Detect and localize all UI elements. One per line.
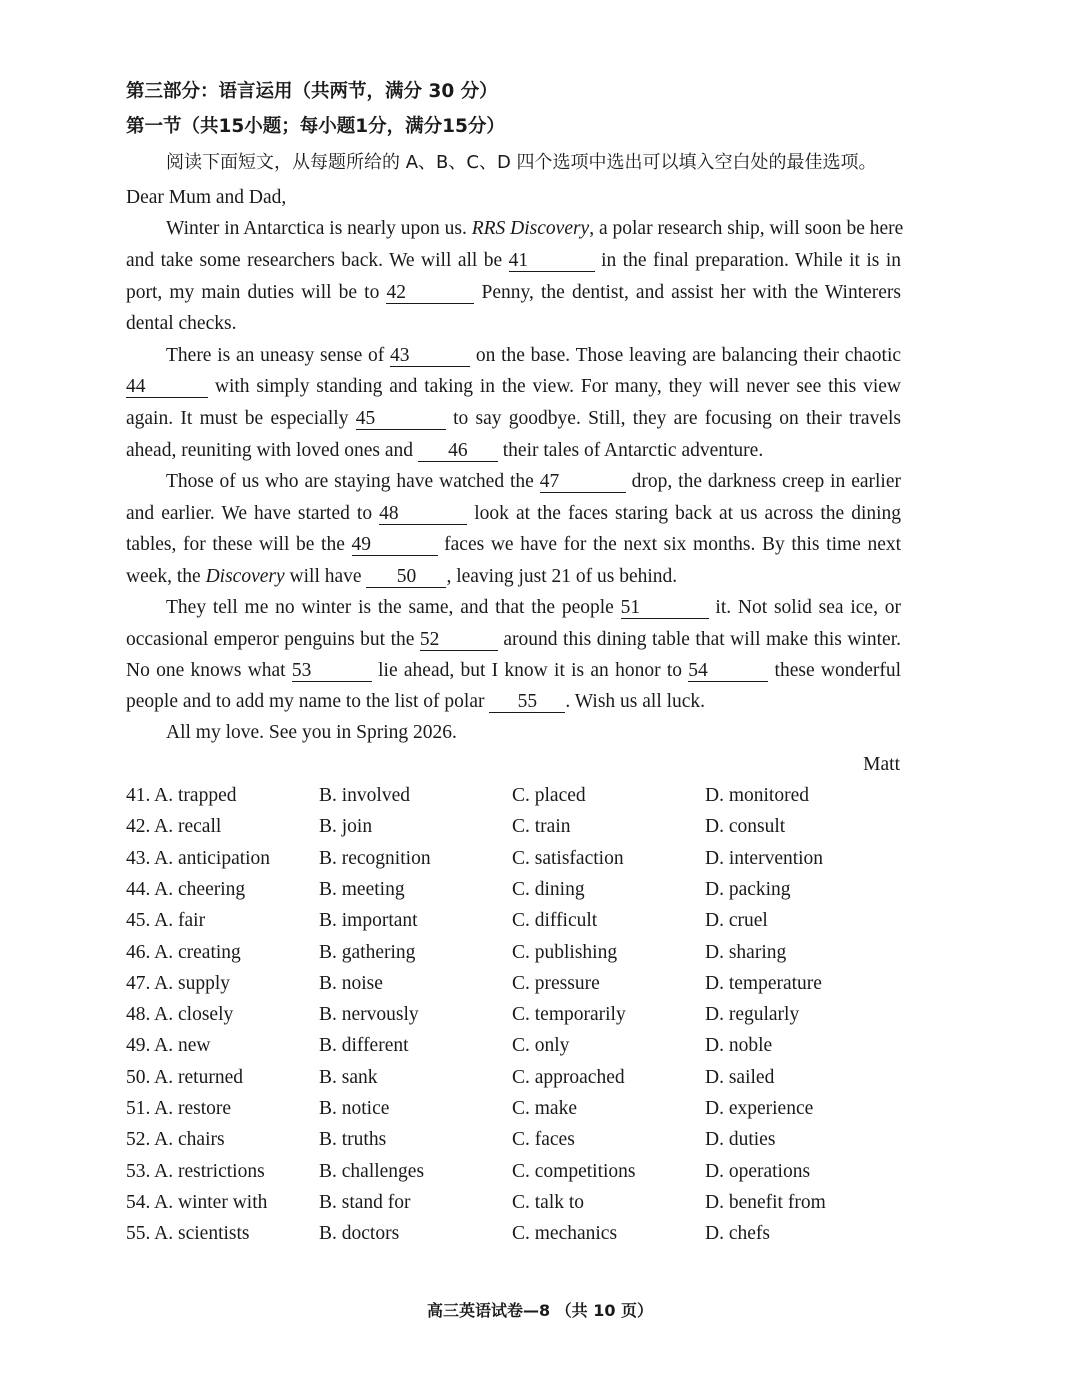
blank-47[interactable]: 47 [540, 472, 626, 493]
page-footer: 高三英语试卷—8 （共 10 页） [426, 1301, 654, 1320]
p1-line1: Winter in Antarctica is nearly upon us. RRS Discovery, a polar research ship, will soon be here [166, 218, 904, 239]
ship-name: RRS Discovery [471, 218, 590, 239]
p2-line4: ahead, reuniting with loved ones and 46 their tales of Antarctic adventure. [126, 440, 764, 461]
option-c[interactable]: C. faces [512, 1129, 575, 1151]
option-c[interactable]: C. satisfaction [512, 847, 624, 869]
option-a[interactable]: 50. A. returned [126, 1066, 243, 1088]
option-d[interactable]: D. intervention [705, 847, 824, 869]
option-b[interactable]: B. involved [319, 785, 410, 806]
question-row [126, 1034, 1026, 1058]
option-b[interactable]: B. doctors [319, 1223, 400, 1245]
question-row [126, 1003, 1026, 1027]
option-b[interactable]: B. truths [319, 1129, 387, 1151]
option-c[interactable]: C. mechanics [512, 1223, 618, 1245]
option-d[interactable]: D. experience [705, 1098, 814, 1119]
option-c[interactable]: C. only [512, 1035, 570, 1057]
p3-line3: tables, for these will be the 49 faces we have for the next six months. By this time next [126, 534, 902, 555]
question-row [126, 909, 1026, 933]
option-d[interactable]: D. sharing [705, 941, 787, 963]
option-b[interactable]: B. noise [319, 972, 383, 994]
letter-signature: Matt [863, 754, 900, 775]
blank-54[interactable]: 54 [688, 661, 768, 682]
question-row [126, 972, 1026, 996]
option-a[interactable]: 47. A. supply [126, 972, 231, 994]
option-c[interactable]: C. placed [512, 785, 586, 806]
option-a[interactable]: 44. A. cheering [126, 878, 246, 900]
option-c[interactable]: C. publishing [512, 941, 618, 963]
option-c[interactable]: C. talk to [512, 1191, 585, 1213]
blank-51[interactable]: 51 [621, 598, 709, 619]
p3-line4: week, the Discovery will have 50 , leaving just 21 of us behind. [126, 566, 678, 587]
option-d[interactable]: D. benefit from [705, 1191, 826, 1213]
option-d[interactable]: D. consult [705, 816, 786, 838]
blank-45[interactable]: 45 [356, 409, 446, 430]
option-c[interactable]: C. difficult [512, 910, 598, 932]
option-c[interactable]: C. make [512, 1098, 577, 1119]
letter-greeting: Dear Mum and Dad, [126, 187, 287, 208]
option-c[interactable]: C. dining [512, 878, 585, 900]
p4-line3: No one knows what 53 lie ahead, but I know it is an honor to 54 these wonderful [126, 660, 902, 681]
option-d[interactable]: D. sailed [705, 1066, 775, 1088]
blank-55[interactable]: 55 [489, 692, 565, 713]
option-c[interactable]: C. approached [512, 1066, 625, 1088]
blank-44[interactable]: 44 [126, 377, 208, 398]
option-c[interactable]: C. competitions [512, 1160, 636, 1182]
option-a[interactable]: 54. A. winter with [126, 1191, 268, 1213]
option-a[interactable]: 53. A. restrictions [126, 1160, 265, 1182]
option-d[interactable]: D. chefs [705, 1223, 770, 1245]
question-row [126, 1222, 1026, 1246]
p3-line1: Those of us who are staying have watched the 47 drop, the darkness creep in earlier [166, 471, 901, 492]
option-b[interactable]: B. stand for [319, 1191, 411, 1213]
question-row [126, 1160, 1026, 1184]
option-a[interactable]: 52. A. chairs [126, 1129, 225, 1151]
option-b[interactable]: B. notice [319, 1098, 390, 1119]
blank-46[interactable]: 46 [418, 441, 498, 462]
option-b[interactable]: B. challenges [319, 1160, 425, 1182]
blank-50[interactable]: 50 [366, 567, 446, 588]
question-row [126, 941, 1026, 965]
option-a[interactable]: 42. A. recall [126, 816, 222, 838]
option-d[interactable]: D. packing [705, 878, 791, 900]
option-c[interactable]: C. train [512, 816, 571, 838]
blank-48[interactable]: 48 [379, 504, 467, 525]
blank-41[interactable]: 41 [509, 251, 595, 272]
option-b[interactable]: B. recognition [319, 847, 431, 869]
blank-52[interactable]: 52 [420, 630, 498, 651]
section-title: 第一节（共15小题；每小题1分，满分15分） [126, 116, 505, 137]
option-d[interactable]: D. cruel [705, 910, 768, 932]
instructions: 阅读下面短文，从每题所给的 A、B、C、D 四个选项中选出可以填入空白处的最佳选项。 [166, 152, 877, 173]
question-row [126, 1097, 1026, 1121]
blank-53[interactable]: 53 [292, 661, 372, 682]
option-b[interactable]: B. gathering [319, 941, 416, 963]
letter-closing: All my love. See you in Spring 2026. [166, 722, 457, 743]
option-a[interactable]: 45. A. fair [126, 910, 206, 932]
option-b[interactable]: B. join [319, 816, 373, 838]
option-b[interactable]: B. nervously [319, 1004, 419, 1026]
option-d[interactable]: D. operations [705, 1160, 811, 1182]
option-d[interactable]: D. monitored [705, 785, 809, 806]
option-a[interactable]: 55. A. scientists [126, 1223, 250, 1245]
option-d[interactable]: D. regularly [705, 1004, 800, 1026]
option-b[interactable]: B. important [319, 910, 418, 932]
question-row [126, 847, 1026, 871]
p3-line2: and earlier. We have started to 48 look at the faces staring back at us across the dining [126, 503, 902, 524]
p2-line3: again. It must be especially 45 to say goodbye. Still, they are focusing on their travels [126, 408, 902, 429]
option-d[interactable]: D. duties [705, 1129, 776, 1151]
p4-line1: They tell me no winter is the same, and that the people 51 it. Not solid sea ice, or [166, 597, 901, 618]
p4-line4: people and to add my name to the list of polar 55 . Wish us all luck. [126, 691, 706, 712]
option-a[interactable]: 41. A. trapped [126, 785, 237, 806]
blank-49[interactable]: 49 [352, 535, 438, 556]
p1-line2: and take some researchers back. We will all be 41 in the final preparation. While it is in [126, 250, 902, 271]
question-row [126, 1191, 1026, 1215]
option-c[interactable]: C. pressure [512, 972, 600, 994]
p1-line3: port, my main duties will be to 42 Penny, the dentist, and assist her with the Winterers [126, 282, 901, 303]
blank-42[interactable]: 42 [386, 283, 474, 304]
option-d[interactable]: D. noble [705, 1035, 773, 1057]
option-b[interactable]: B. sank [319, 1066, 378, 1088]
part-title: 第三部分：语言运用（共两节，满分 30 分） [126, 81, 498, 102]
question-row [126, 878, 1026, 902]
blank-43[interactable]: 43 [390, 346, 470, 367]
p2-line2: 44 with simply standing and taking in the view. For many, they will never see this view [126, 376, 902, 397]
p2-line1: There is an uneasy sense of 43 on the base. Those leaving are balancing their chaotic [166, 345, 902, 366]
question-row [126, 1128, 1026, 1152]
question-row [126, 784, 1026, 808]
question-row [126, 815, 1026, 839]
option-c[interactable]: C. temporarily [512, 1004, 626, 1026]
p4-line2: occasional emperor penguins but the 52 around this dining table that will make this winter. [126, 629, 901, 650]
ship-name-short: Discovery [205, 566, 285, 587]
p1-line4: dental checks. [126, 313, 237, 334]
option-a[interactable]: 43. A. anticipation [126, 847, 271, 869]
option-a[interactable]: 46. A. creating [126, 941, 241, 963]
option-b[interactable]: B. different [319, 1035, 409, 1057]
question-row [126, 1066, 1026, 1090]
option-a[interactable]: 49. A. new [126, 1035, 211, 1057]
option-a[interactable]: 48. A. closely [126, 1004, 234, 1026]
option-d[interactable]: D. temperature [705, 972, 822, 994]
option-b[interactable]: B. meeting [319, 878, 405, 900]
option-a[interactable]: 51. A. restore [126, 1098, 232, 1119]
